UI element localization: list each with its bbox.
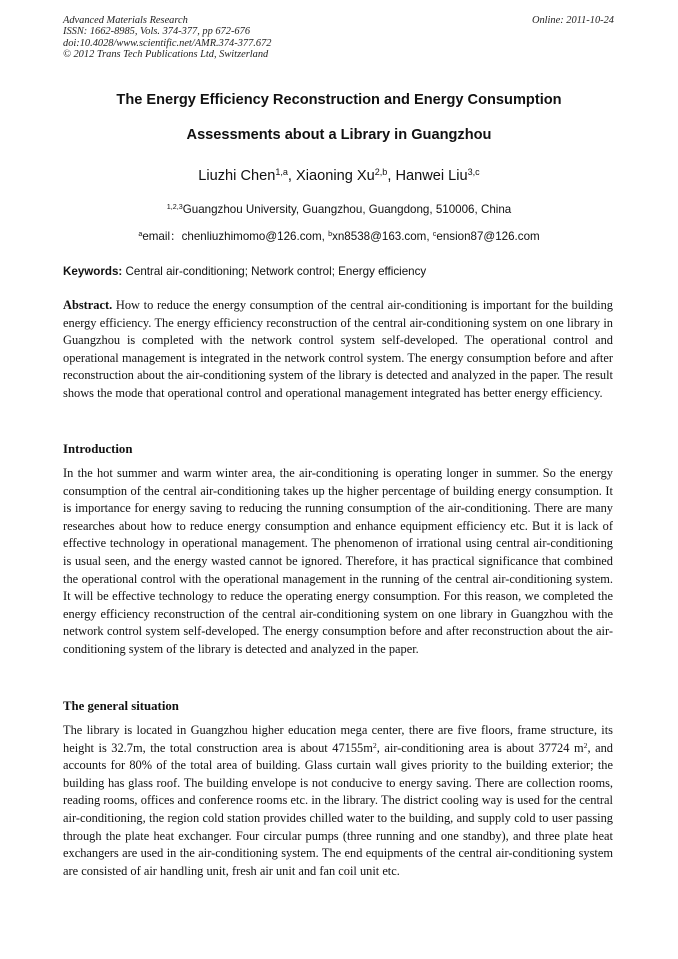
affiliation-superscript: 1,2,3 [166, 202, 183, 212]
area-superscript: 2 [372, 740, 377, 750]
author-superscript: 1,a [275, 167, 288, 178]
introduction-paragraph: In the hot summer and warm winter area, the air-conditioning is operating longer in summer. So the energy consumption of the central air-conditioning takes up the higher percentage of building energy consumption. It is importance for energy saving to reducing the running consumption of the air-conditioning. There are many researches about how to reduce energy consumption and enhance equipment efficiency etc. But it is lack of effective technology in operational management. The phenomenon of irrational using central air-conditioning is usual seen, and the energy wasted cannot be ignored. Therefore, it has practical significance that combined the operational control with the operational management in the running of the central air-conditioning system. It will be effective technology to reduce the operating energy consumption. For this reason, we completed the energy efficiency reconstruction of the central air-conditioning system on one library in Guangzhou with the network control system self-developed. The energy consumption before and after reconstruction about the air-conditioning system of the library is detected and analyzed in the paper. [63, 466, 613, 656]
abstract-text: How to reduce the energy consumption of the central air-conditioning is important for the building energy efficiency. The energy efficiency reconstruction of the central air-conditioning system on one library in Guangzhou is completed with the network control system self-developed. The operational control and operational management is integrated in the network control system. The energy consumption before and after reconstruction about the air-conditioning system of the library is detected and analyzed in the paper. The result shows the mode that operational control and operational management integrated has better energy efficiency. [63, 298, 613, 400]
introduction-heading: Introduction [63, 442, 133, 456]
author-list [0, 168, 678, 184]
journal-header [63, 15, 271, 61]
affiliation [0, 203, 678, 216]
email-superscript-b: b [328, 229, 333, 239]
paper-title-line-1: The Energy Efficiency Reconstruction and Energy Consumption [116, 92, 562, 108]
journal-name: Advanced Materials Research [63, 15, 188, 26]
affiliation-text: Guangzhou University, Guangzhou, Guangdong, 510006, China [182, 203, 512, 216]
email-b: xn8538@163.com, [332, 230, 433, 243]
paper-title-line-2: Assessments about a Library in Guangzhou [186, 127, 492, 143]
general-text-1: The library is located in Guangzhou higher education mega center, there are five floors, frame structure, its height is 32.7m, the total construction area is about 47155m [63, 723, 613, 755]
author-separator: , [287, 168, 297, 184]
abstract-label: Abstract. [63, 298, 113, 312]
general-text-2: , air-conditioning area is about 37724 m [376, 740, 584, 755]
issn-line: ISSN: 1662-8985, Vols. 374-377, pp 672-676 [63, 26, 251, 38]
email-c: ension87@126.com [436, 230, 540, 243]
area-superscript: 2 [583, 740, 588, 750]
author-name: Hanwei Liu [395, 168, 468, 184]
author-separator: , [387, 168, 396, 184]
copyright-line: © 2012 Trans Tech Publications Ltd, Switzerland [63, 49, 269, 61]
email-superscript-c: c [432, 229, 437, 239]
abstract [63, 297, 613, 403]
email-a: email：chenliuzhimomo@126.com, [142, 230, 329, 243]
email-line [0, 228, 678, 244]
general-situation-heading: The general situation [63, 699, 179, 713]
author-superscript: 3,c [467, 167, 480, 178]
doi-line: doi:10.4028/www.scientific.net/AMR.374-377.672 [63, 37, 272, 49]
general-situation-paragraph [63, 722, 613, 880]
keywords-text: Central air-conditioning; Network control; Energy efficiency [122, 265, 427, 278]
author-name: Liuzhi Chen [198, 168, 276, 184]
email-superscript-a: a [138, 229, 143, 239]
author-name: Xiaoning Xu [296, 168, 375, 184]
online-date: Online: 2011-10-24 [531, 15, 614, 26]
general-text-3: , and accounts for 80% of the total area of building. Glass curtain wall gives priority to the building exterior; the building has glass roof. The building envelope is not conducive to energy saving. There are collection rooms, reading rooms, offices and conference rooms etc. in the library. The district cooling way is used for the central air-conditioning, the region cold station provides chilled water to the building, and supply cold to user passing through the plate heat exchanger. Four circular pumps (three running and one standby), and three plate heat exchangers are used in the air-conditioning system. The end equipments of the central air-conditioning system are consisted of air handling unit, fresh air unit and fan coil unit etc. [63, 740, 613, 878]
keywords-label: Keywords: [63, 265, 123, 278]
keywords [63, 265, 426, 278]
author-superscript: 2,b [374, 167, 388, 178]
